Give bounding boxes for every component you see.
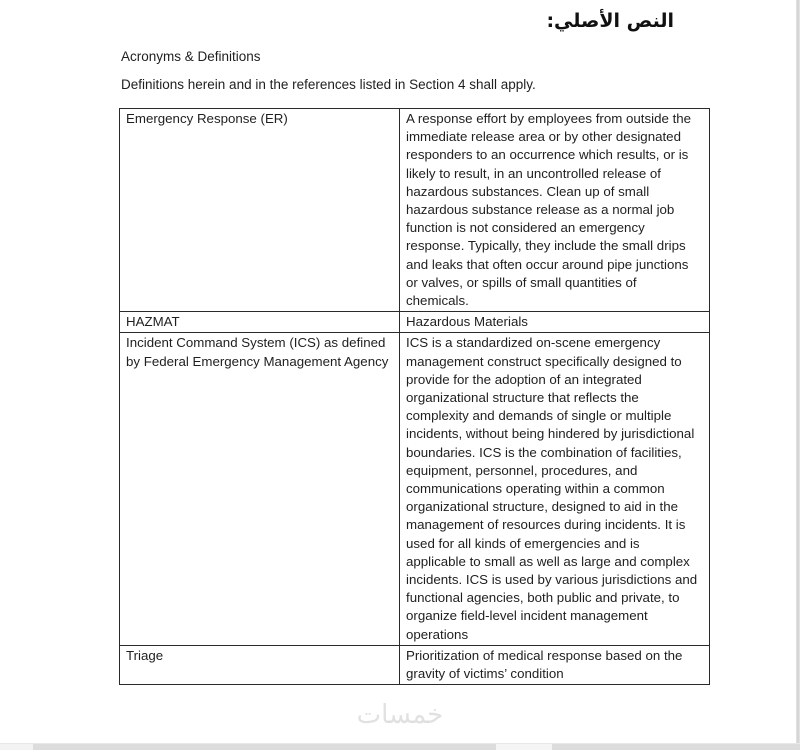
table-row bbox=[120, 333, 710, 645]
definition-cell: Prioritization of medical response based on the gravity of victims’ condition bbox=[400, 645, 710, 684]
definitions-table bbox=[119, 108, 710, 685]
term-cell: Emergency Response (ER) bbox=[120, 109, 400, 312]
scrollbar-left-cap bbox=[0, 744, 33, 750]
table-row bbox=[120, 312, 710, 333]
scrollbar-thumb[interactable] bbox=[496, 744, 552, 750]
definition-cell: Hazardous Materials bbox=[400, 312, 710, 333]
vertical-scrollbar[interactable] bbox=[796, 0, 800, 744]
table-row bbox=[120, 109, 710, 312]
section-heading: Acronyms & Definitions bbox=[121, 49, 261, 64]
term-cell: Triage bbox=[120, 645, 400, 684]
term-cell: Incident Command System (ICS) as defined by Federal Emergency Management Agency bbox=[120, 333, 400, 645]
term-cell: HAZMAT bbox=[120, 312, 400, 333]
definition-cell: ICS is a standardized on-scene emergency management construct specifically designed to provide for the adoption of an integrated organizational structure that reflects the complexity and demands of single or multiple incidents, without being hindered by jurisdictional boundaries. ICS is the combination of facilities, equipment, personnel, procedures, and communications operating within a common organizational structure, designed to aid in the management of resources during incidents. It is used for all kinds of emergencies and is applicable to small as well as large and complex incidents. ICS is used by various jurisdictions and functional agencies, both public and private, to organize field-level incident management operations bbox=[400, 333, 710, 645]
watermark: خمسات bbox=[356, 700, 444, 730]
horizontal-scrollbar[interactable] bbox=[0, 743, 800, 750]
definition-cell: A response effort by employees from outside the immediate release area or by other designated responders to an occurrence which results, or is likely to result, in an uncontrolled release of hazardous substances. Clean up of small hazardous substance release as a normal job function is not considered an emergency response. Typically, they include the small drips and leaks that often occur around pipe junctions or valves, or spills of small quantities of chemicals. bbox=[400, 109, 710, 312]
intro-text: Definitions herein and in the references listed in Section 4 shall apply. bbox=[121, 77, 536, 92]
table-row bbox=[120, 645, 710, 684]
arabic-title: النص الأصلي: bbox=[546, 10, 674, 32]
